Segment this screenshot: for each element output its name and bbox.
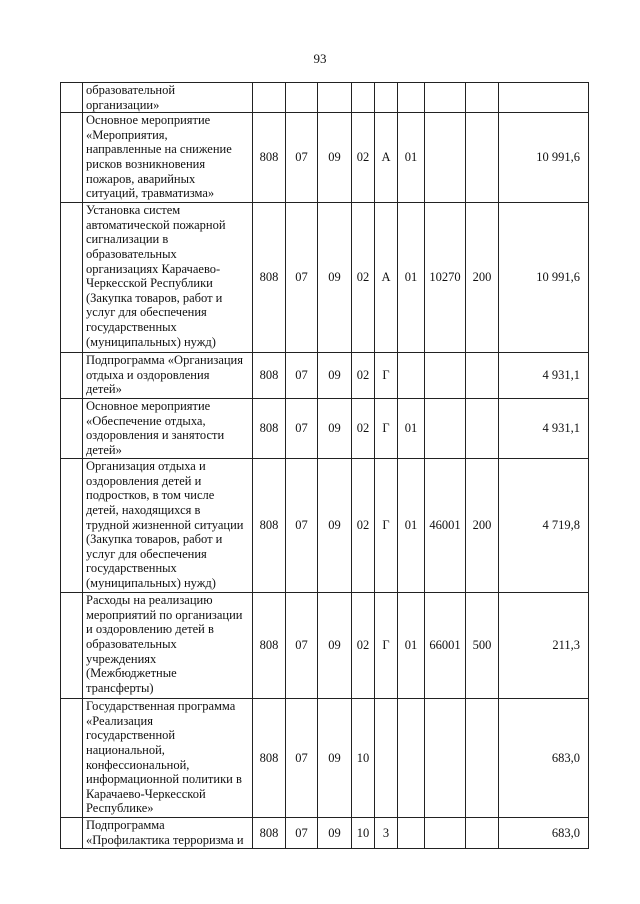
row-name-cell [83, 113, 253, 203]
section-code-cell: 07 [286, 459, 318, 593]
ministry-code-cell: 808 [253, 203, 286, 353]
amount-cell: 683,0 [499, 699, 589, 818]
subprogram-code-cell: Г [375, 593, 398, 699]
direction-code-cell [425, 818, 466, 849]
main-activity-code-cell: 01 [398, 203, 425, 353]
main-activity-code-cell [398, 818, 425, 849]
subprogram-code-cell: Г [375, 399, 398, 459]
section-code-cell: 07 [286, 593, 318, 699]
row-number-cell [61, 593, 83, 699]
subprogram-code-cell: А [375, 203, 398, 353]
subprogram-code-cell: Г [375, 353, 398, 399]
section-code-cell: 07 [286, 699, 318, 818]
expense-type-cell: 500 [466, 593, 499, 699]
subsection-code-cell: 09 [318, 818, 352, 849]
direction-code-cell: 66001 [425, 593, 466, 699]
subsection-code-cell: 09 [318, 699, 352, 818]
subprogram-code-cell: А [375, 113, 398, 203]
subsection-code-cell: 09 [318, 459, 352, 593]
section-code-cell: 07 [286, 399, 318, 459]
row-name-cell [83, 353, 253, 399]
main-activity-code-cell: 01 [398, 593, 425, 699]
ministry-code-cell: 808 [253, 399, 286, 459]
subsection-code-cell: 09 [318, 203, 352, 353]
subprogram-code-cell: Г [375, 459, 398, 593]
expense-type-cell [466, 818, 499, 849]
ministry-code-cell: 808 [253, 818, 286, 849]
main-activity-code-cell: 01 [398, 399, 425, 459]
program-code-cell: 02 [352, 353, 375, 399]
ministry-code-cell: 808 [253, 353, 286, 399]
section-code-cell [286, 83, 318, 113]
row-name-cell [83, 203, 253, 353]
expense-type-cell [466, 113, 499, 203]
row-name-cell [83, 593, 253, 699]
budget-table [60, 82, 589, 849]
ministry-code-cell [253, 83, 286, 113]
row-name-text: Основное мероприятие «Обеспечение отдыха, оздоровления и занятости детей» [86, 399, 225, 457]
ministry-code-cell: 808 [253, 459, 286, 593]
row-name-text: Подпрограмма «Профилактика терроризма и [86, 818, 244, 847]
amount-cell: 211,3 [499, 593, 589, 699]
row-name-text: образовательной организации» [86, 83, 176, 112]
row-name-cell [83, 83, 253, 113]
amount-cell: 10 991,6 [499, 113, 589, 203]
row-number-cell [61, 353, 83, 399]
direction-code-cell: 10270 [425, 203, 466, 353]
page-number: 93 [313, 51, 327, 66]
row-name-text: Организация отдыха и оздоровления детей и подростков, в том числе детей, находящихся в трудной жизненной ситуации (Закупка товаров, работ и услуг для обеспечения государственных (муниципальных) нужд) [86, 459, 244, 590]
amount-cell: 4 931,1 [499, 399, 589, 459]
row-number-cell [61, 113, 83, 203]
subsection-code-cell: 09 [318, 593, 352, 699]
main-activity-code-cell [398, 699, 425, 818]
subsection-code-cell [318, 83, 352, 113]
program-code-cell: 02 [352, 113, 375, 203]
row-name-text: Установка систем автоматической пожарной сигнализации в образовательных организациях Карачаево- Черкесской Республики (Закупка товаров, работ и услуг для обеспечения государственных (муниципальных) нужд) [86, 203, 226, 349]
direction-code-cell [425, 353, 466, 399]
section-code-cell: 07 [286, 113, 318, 203]
table-row [61, 818, 589, 849]
table-body [61, 83, 589, 849]
row-number-cell [61, 203, 83, 353]
row-name-text: Основное мероприятие «Мероприятия, направленные на снижение рисков возникновения пожаров, аварийных ситуаций, травматизма» [86, 113, 232, 201]
row-number-cell [61, 699, 83, 818]
row-number-cell [61, 83, 83, 113]
subsection-code-cell: 09 [318, 353, 352, 399]
table-row [61, 353, 589, 399]
amount-cell: 4 719,8 [499, 459, 589, 593]
expense-type-cell [466, 83, 499, 113]
subprogram-code-cell [375, 699, 398, 818]
amount-cell: 683,0 [499, 818, 589, 849]
expense-type-cell: 200 [466, 459, 499, 593]
main-activity-code-cell [398, 83, 425, 113]
program-code-cell: 02 [352, 399, 375, 459]
subsection-code-cell: 09 [318, 399, 352, 459]
expense-type-cell [466, 699, 499, 818]
row-name-cell [83, 818, 253, 849]
row-name-cell [83, 459, 253, 593]
direction-code-cell [425, 699, 466, 818]
row-number-cell [61, 399, 83, 459]
direction-code-cell [425, 83, 466, 113]
subsection-code-cell: 09 [318, 113, 352, 203]
row-name-text: Подпрограмма «Организация отдыха и оздоровления детей» [86, 353, 243, 397]
section-code-cell: 07 [286, 818, 318, 849]
row-name-text: Государственная программа «Реализация государственной национальной, конфессиональной, информационной политики в Карачаево-Черкесской Республике» [86, 699, 242, 816]
section-code-cell: 07 [286, 353, 318, 399]
amount-cell: 10 991,6 [499, 203, 589, 353]
subprogram-code-cell: 3 [375, 818, 398, 849]
main-activity-code-cell: 01 [398, 113, 425, 203]
row-name-cell [83, 399, 253, 459]
direction-code-cell: 46001 [425, 459, 466, 593]
table-row [61, 113, 589, 203]
section-code-cell: 07 [286, 203, 318, 353]
main-activity-code-cell: 01 [398, 459, 425, 593]
program-code-cell: 10 [352, 818, 375, 849]
direction-code-cell [425, 113, 466, 203]
table-row [61, 593, 589, 699]
ministry-code-cell: 808 [253, 593, 286, 699]
table-row [61, 83, 589, 113]
table-row [61, 399, 589, 459]
row-name-text: Расходы на реализацию мероприятий по организации и оздоровлению детей в образовательных учреждениях (Межбюджетные трансферты) [86, 593, 243, 695]
row-name-cell [83, 699, 253, 818]
program-code-cell: 02 [352, 593, 375, 699]
amount-cell: 4 931,1 [499, 353, 589, 399]
program-code-cell: 02 [352, 203, 375, 353]
expense-type-cell: 200 [466, 203, 499, 353]
table-row [61, 203, 589, 353]
direction-code-cell [425, 399, 466, 459]
row-number-cell [61, 459, 83, 593]
amount-cell [499, 83, 589, 113]
ministry-code-cell: 808 [253, 113, 286, 203]
program-code-cell: 10 [352, 699, 375, 818]
program-code-cell: 02 [352, 459, 375, 593]
subprogram-code-cell [375, 83, 398, 113]
program-code-cell [352, 83, 375, 113]
expense-type-cell [466, 353, 499, 399]
ministry-code-cell: 808 [253, 699, 286, 818]
row-number-cell [61, 818, 83, 849]
table-row [61, 699, 589, 818]
table-row [61, 459, 589, 593]
main-activity-code-cell [398, 353, 425, 399]
expense-type-cell [466, 399, 499, 459]
